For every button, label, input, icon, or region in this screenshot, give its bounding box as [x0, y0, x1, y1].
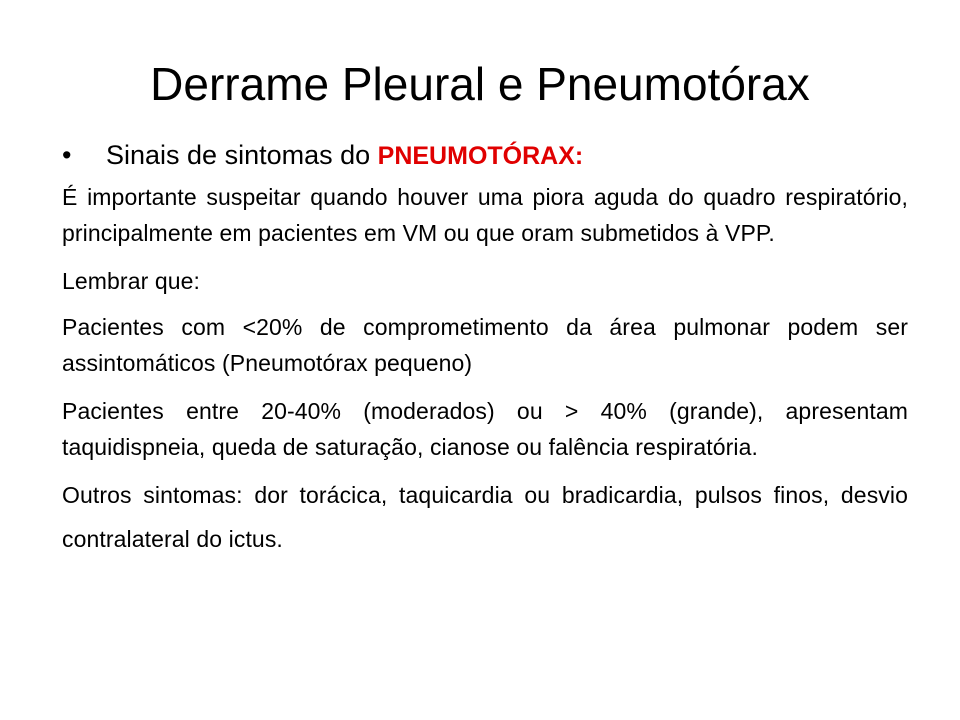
bullet-highlight-text: PNEUMOTÓRAX:	[377, 142, 584, 170]
bullet-item	[62, 138, 908, 173]
paragraph-intro: É importante suspeitar quando houver uma piora aguda do quadro respiratório, principalmente em pacientes em VM ou que oram submetidos à VPP.	[62, 184, 908, 247]
paragraph-small-pneumothorax: Pacientes com <20% de comprometimento da área pulmonar podem ser assintomáticos (Pneumotórax pequeno)	[62, 314, 908, 377]
bullet-lead-text: Sinais de sintomas do	[106, 140, 378, 170]
slide-content	[62, 138, 908, 573]
slide-title: Derrame Pleural e Pneumotórax	[150, 58, 810, 110]
bullet-marker: •	[62, 140, 72, 170]
paragraph-moderate-large-pneumothorax: Pacientes entre 20-40% (moderados) ou > 40% (grande), apresentam taquidispneia, queda de saturação, cianose ou falência respiratória.	[62, 398, 908, 461]
paragraph-reminder: Lembrar que:	[62, 268, 200, 295]
paragraph-other-symptoms: Outros sintomas: dor torácica, taquicardia ou bradicardia, pulsos finos, desvio contralateral do ictus.	[62, 482, 908, 553]
